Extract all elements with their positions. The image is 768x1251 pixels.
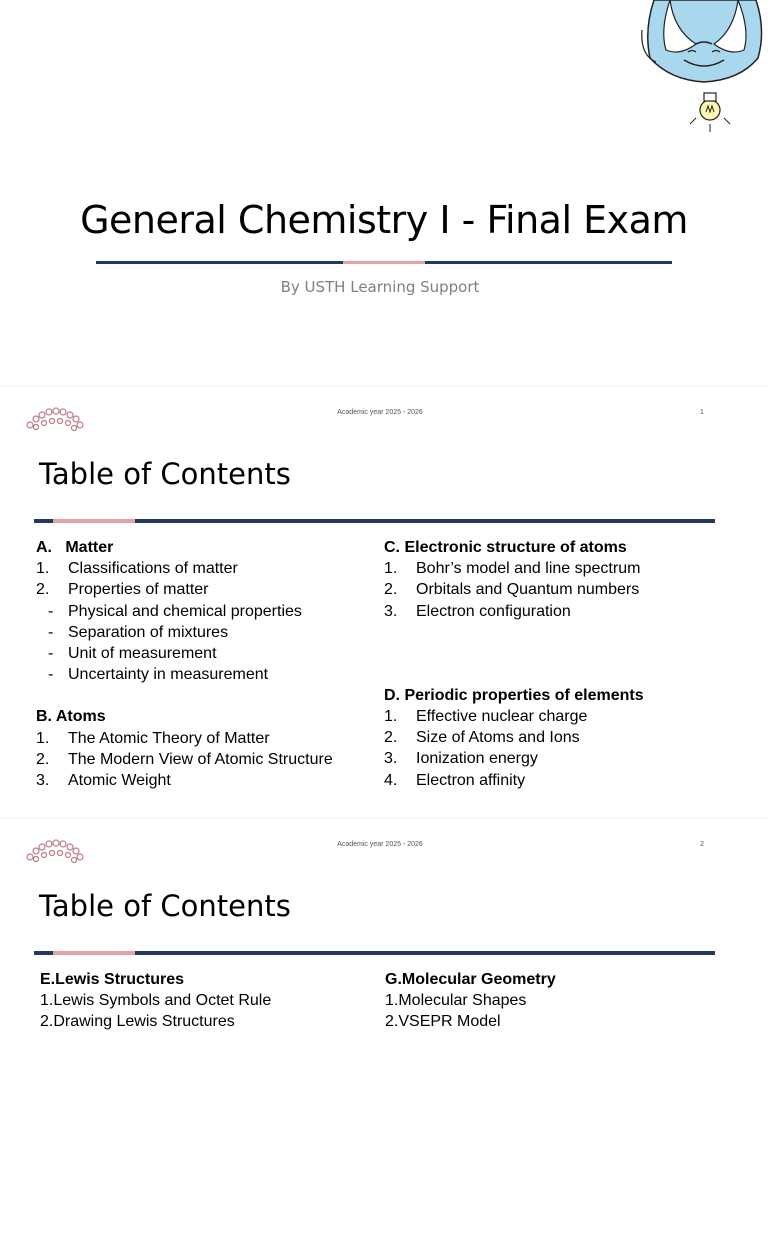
list-item: 2.VSEPR Model [385,1013,501,1031]
list-item: 1. Effective nuclear charge [384,708,588,726]
list-item: 2.Drawing Lewis Structures [40,1013,235,1031]
list-item: 2. Properties of matter [36,581,209,599]
list-item: - Separation of mixtures [48,623,229,641]
fox-mascot-icon [640,0,768,140]
list-item: - Uncertainty in measurement [48,666,269,684]
list-item: 3. Atomic Weight [36,772,171,790]
toc-right-column [385,969,745,1033]
section-heading: B. Atoms [36,708,106,726]
list-item: 2. Orbitals and Quantum numbers [384,581,640,599]
list-item: 3. Ionization energy [384,750,538,768]
logo-icon [22,401,86,433]
slide-number: 1 [700,409,704,416]
footer-academic-year: Academic year 2025 - 2026 [337,841,423,848]
section-heading: D. Periodic properties of elements [384,686,644,704]
toc-underline-start [34,519,53,523]
section-heading: C. Electronic structure of atoms [384,539,627,556]
list-item: 4. Electron affinity [384,771,526,789]
toc-slide-2 [0,818,768,1251]
list-item: 1. Classifications of matter [36,560,238,578]
toc-slide-1 [0,386,768,819]
toc-underline-rest [135,951,715,955]
slide-number: 2 [700,841,704,848]
presentation-title: General Chemistry I - Final Exam [80,198,688,242]
list-item: 2. Size of Atoms and Ions [384,729,580,747]
toc-underline-accent [53,951,135,955]
title-underline-left [96,261,343,264]
toc-left-column [36,537,376,791]
toc-right-column [384,537,744,791]
presentation-subtitle: By USTH Learning Support [280,278,480,296]
section-heading: G.Molecular Geometry [385,971,556,988]
section-heading: E.Lewis Structures [40,971,185,988]
logo-icon [22,833,86,865]
toc-underline-start [34,951,53,955]
toc-title: Table of Contents [39,889,291,923]
list-item: 1.Lewis Symbols and Octet Rule [40,992,272,1010]
toc-underline-accent [53,519,135,523]
section-heading: A. Matter [36,539,114,556]
list-item: 3. Electron configuration [384,602,571,620]
list-item: - Physical and chemical properties [48,602,302,620]
toc-title: Table of Contents [39,457,291,491]
title-underline-accent [343,261,425,264]
list-item: 1.Molecular Shapes [385,992,527,1010]
toc-left-column [40,969,380,1033]
list-item: - Unit of measurement [48,645,217,663]
list-item: 1. Bohr’s model and line spectrum [384,560,641,578]
list-item: 1. The Atomic Theory of Matter [36,729,270,747]
title-slide [0,0,768,385]
title-underline-right [425,261,672,264]
list-item: 2. The Modern View of Atomic Structure [36,750,333,768]
toc-underline-rest [135,519,715,523]
footer-academic-year: Academic year 2025 - 2026 [337,409,423,416]
